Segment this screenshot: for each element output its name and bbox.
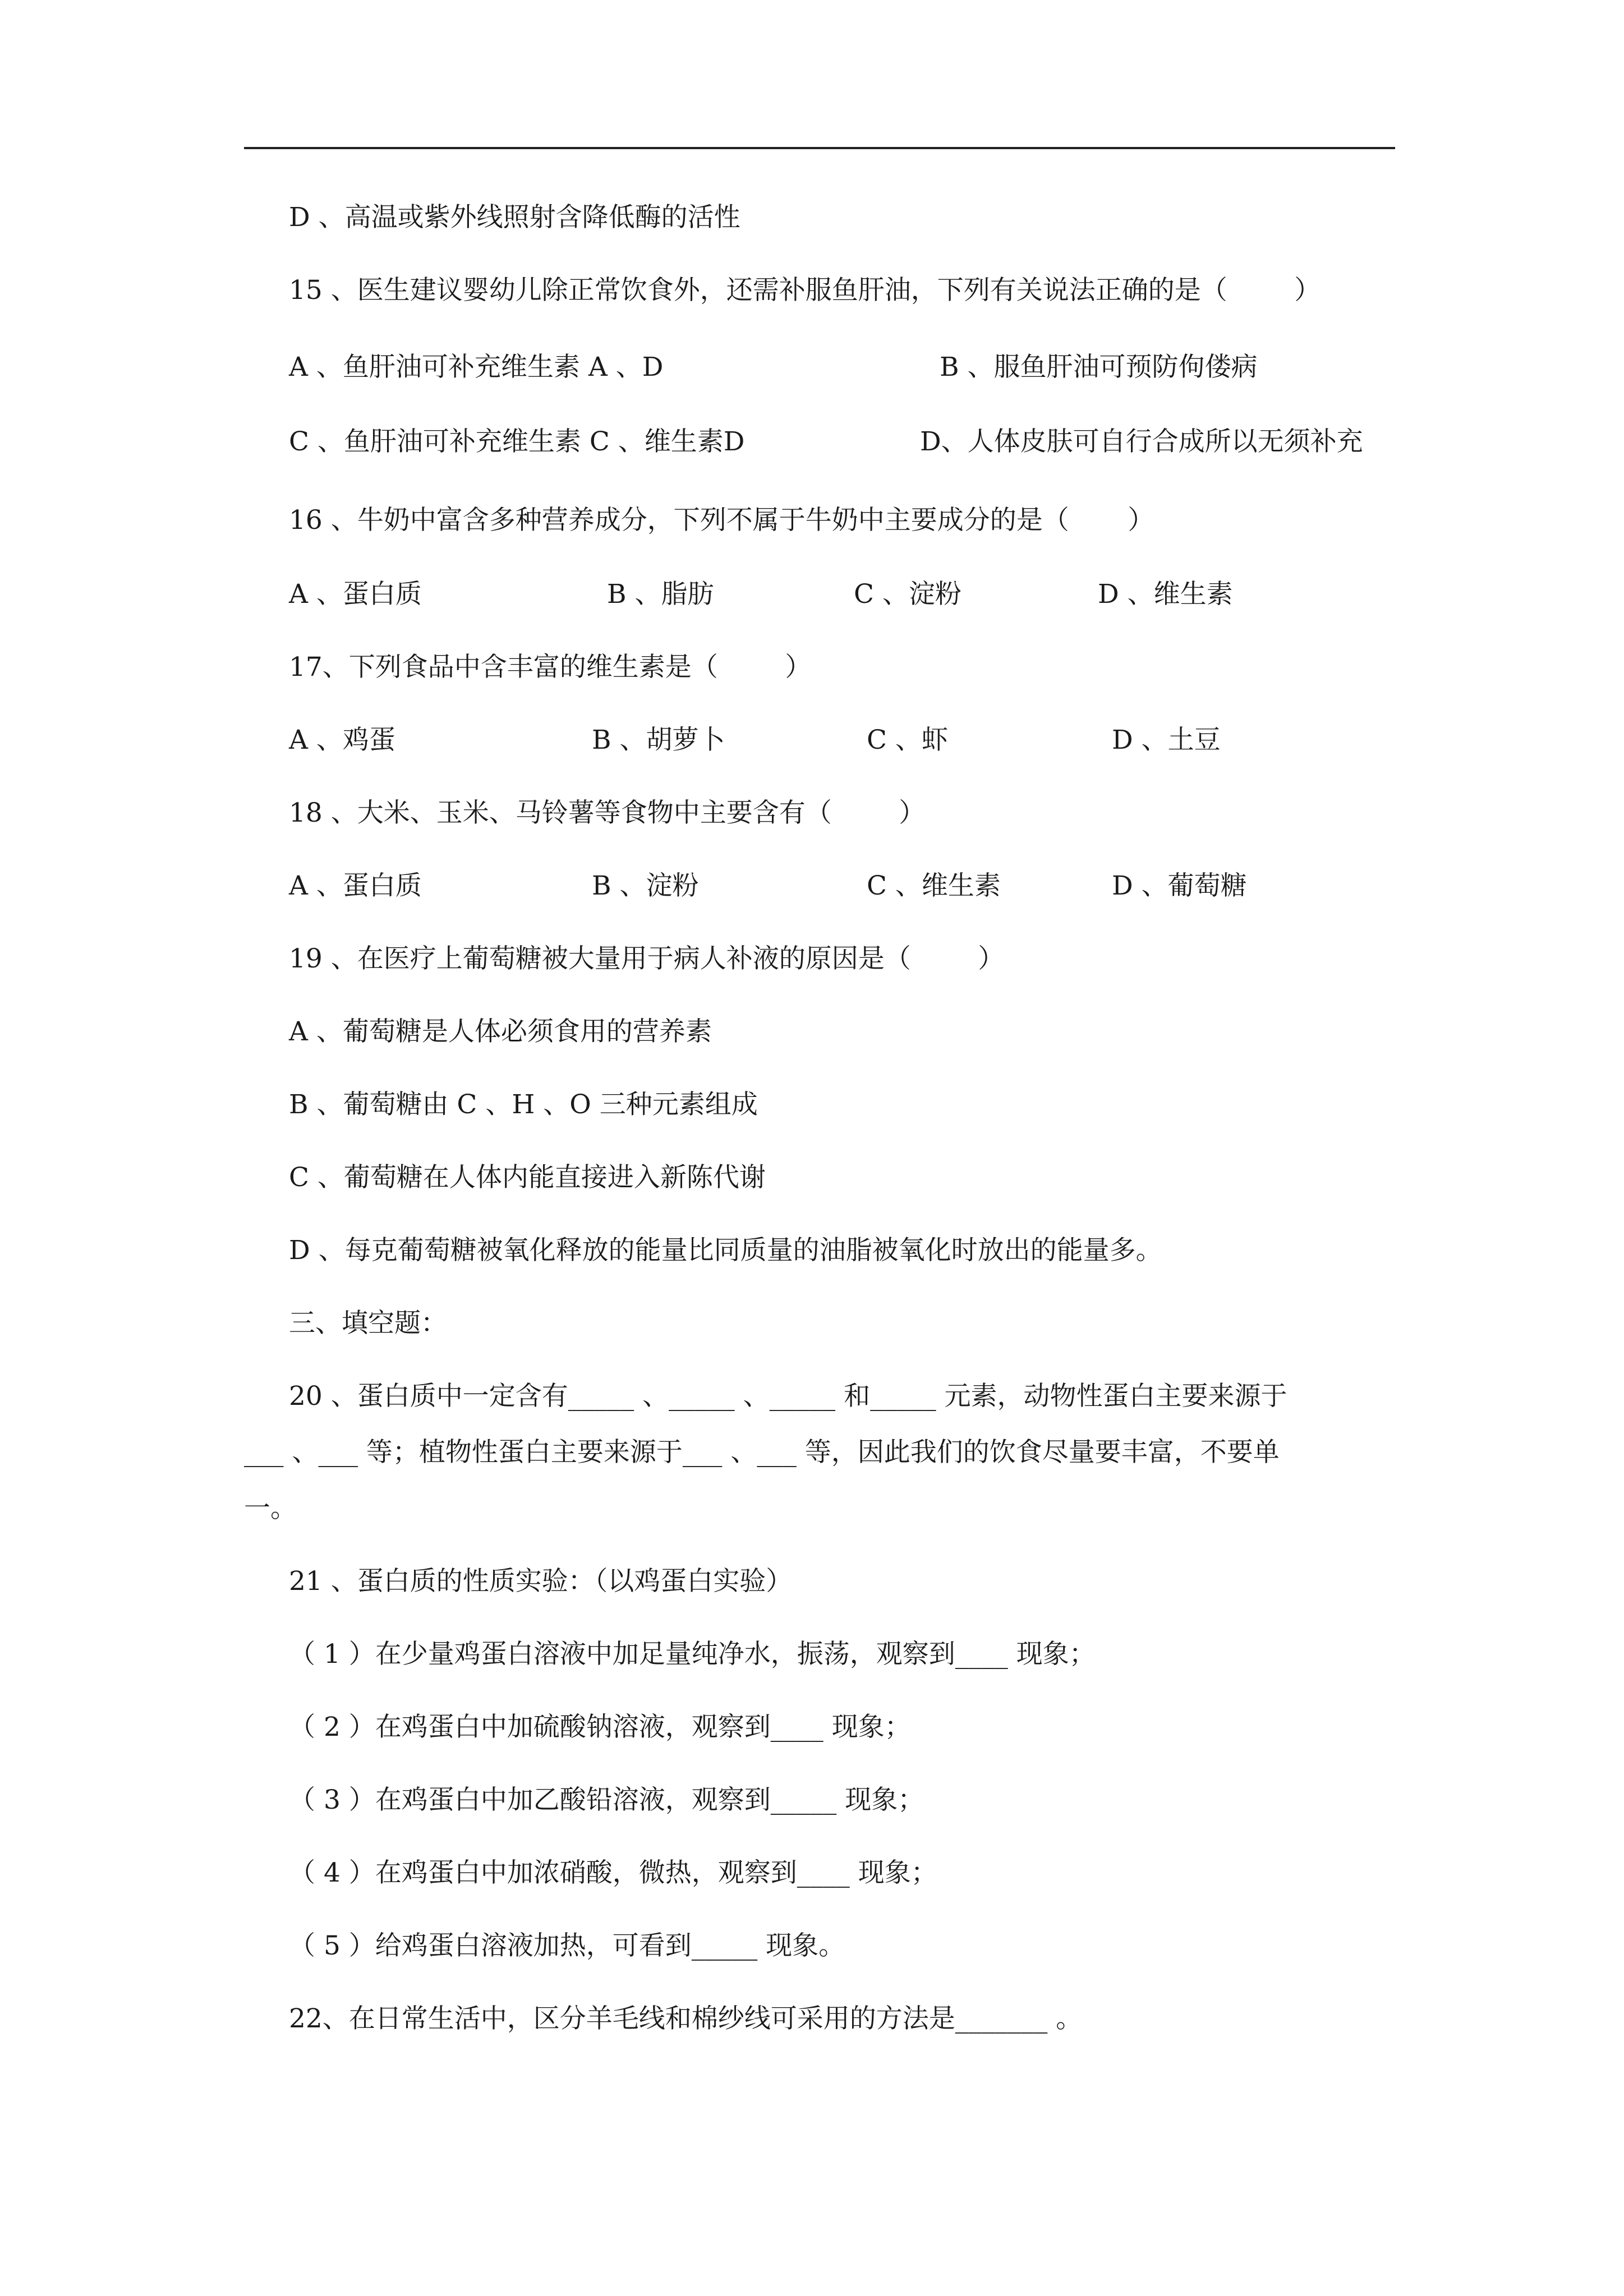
- q18-stem: 18 、大米、玉米、马铃薯等食物中主要含有（ ）: [289, 797, 926, 828]
- q14-option-d: D 、高温或紫外线照射含降低酶的活性: [289, 202, 740, 233]
- q17-option-d: D 、土豆: [1112, 725, 1221, 755]
- q18-option-d: D 、葡萄糖: [1112, 870, 1247, 901]
- q17-option-a: A 、鸡蛋: [289, 725, 395, 755]
- q21-part-3: （ 3 ）在鸡蛋白中加乙酸铅溶液，观察到_____ 现象；: [289, 1785, 924, 1815]
- q18-option-a: A 、蛋白质: [289, 870, 422, 901]
- q21-part-5: （ 5 ）给鸡蛋白溶液加热，可看到_____ 现象。: [289, 1930, 845, 1961]
- q16-option-a: A 、蛋白质: [289, 579, 422, 610]
- q18-option-b: B 、淀粉: [592, 870, 699, 901]
- section-title: 三、填空题：: [289, 1308, 447, 1339]
- q16-stem: 16 、牛奶中富含多种营养成分，下列不属于牛奶中主要成分的是（ ）: [289, 505, 1154, 536]
- q17-option-c: C 、虾: [867, 725, 948, 755]
- q20-line-2: ___ 、___ 等；植物性蛋白主要来源于___ 、___ 等，因此我们的饮食尽量要丰富，不要单: [244, 1437, 1280, 1468]
- q15-stem: 15 、医生建议婴幼儿除正常饮食外，还需补服鱼肝油，下列有关说法正确的是（ ）: [289, 275, 1321, 306]
- q22-stem: 22、在日常生活中，区分羊毛线和棉纱线可采用的方法是_______ 。: [289, 2003, 1083, 2034]
- q19-option-b: B 、葡萄糖由 C 、H 、O 三种元素组成: [289, 1089, 758, 1120]
- q19-option-c: C 、葡萄糖在人体内能直接进入新陈代谢: [289, 1162, 766, 1193]
- q21-part-4: （ 4 ）在鸡蛋白中加浓硝酸，微热，观察到____ 现象；: [289, 1857, 937, 1888]
- q17-stem: 17、下列食品中含丰富的维生素是（ ）: [289, 652, 812, 683]
- q20-line-1: 20 、蛋白质中一定含有_____ 、_____ 、_____ 和_____ 元素，动物性蛋白主要来源于: [289, 1381, 1287, 1412]
- q16-option-d: D 、维生素: [1098, 579, 1233, 610]
- q15-option-a: A 、鱼肝油可补充维生素 A 、D: [289, 352, 664, 382]
- q16-option-c: C 、淀粉: [854, 579, 961, 610]
- q16-option-b: B 、脂肪: [607, 579, 714, 610]
- q19-option-d: D 、每克葡萄糖被氧化释放的能量比同质量的油脂被氧化时放出的能量多。: [289, 1235, 1162, 1266]
- q19-stem: 19 、在医疗上葡萄糖被大量用于病人补液的原因是（ ）: [289, 943, 1005, 974]
- q19-option-a: A 、葡萄糖是人体必须食用的营养素: [289, 1016, 712, 1047]
- q21-part-2: （ 2 ）在鸡蛋白中加硫酸钠溶液，观察到____ 现象；: [289, 1712, 911, 1742]
- header-rule: [244, 147, 1395, 149]
- q15-option-b: B 、服鱼肝油可预防佝偻病: [940, 352, 1258, 382]
- q21-part-1: （ 1 ）在少量鸡蛋白溶液中加足量纯净水，振荡，观察到____ 现象；: [289, 1639, 1096, 1670]
- q15-option-c: C 、鱼肝油可补充维生素 C 、维生素D: [289, 426, 745, 457]
- q15-option-d: D、人体皮肤可自行合成所以无须补充: [920, 426, 1363, 457]
- q18-option-c: C 、维生素: [867, 870, 1001, 901]
- q21-stem: 21 、蛋白质的性质实验：（以鸡蛋白实验）: [289, 1566, 793, 1597]
- q17-option-b: B 、胡萝卜: [592, 725, 725, 755]
- q20-line-3: 一。: [244, 1493, 297, 1524]
